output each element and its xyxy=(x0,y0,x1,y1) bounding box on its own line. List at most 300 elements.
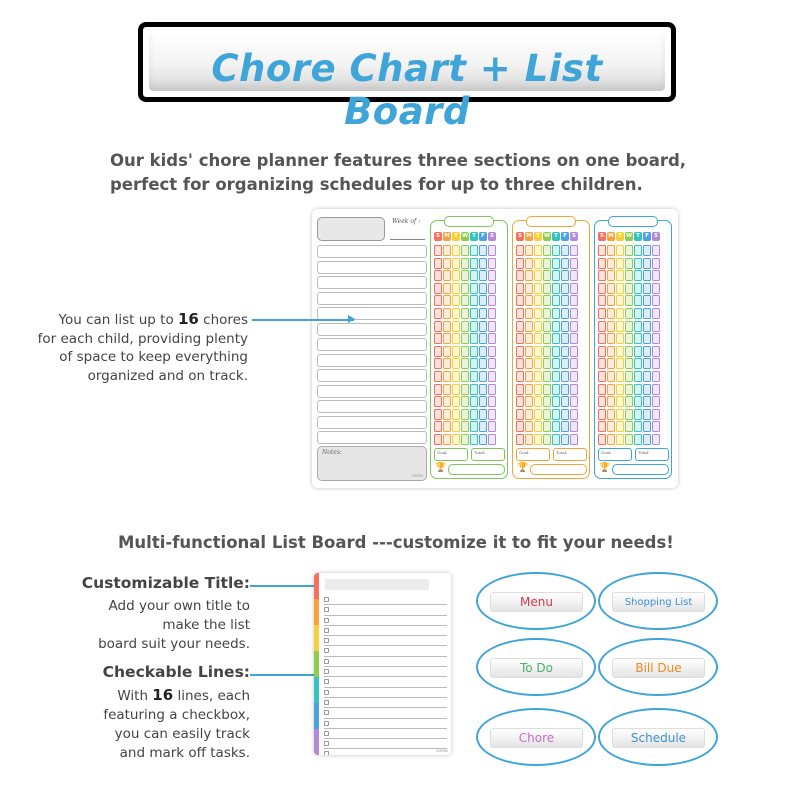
check-cell xyxy=(616,295,624,306)
check-cell xyxy=(570,346,578,357)
check-cell xyxy=(561,258,569,269)
check-cell xyxy=(570,270,578,281)
check-cell xyxy=(443,308,451,319)
check-cell xyxy=(516,421,524,432)
check-cell xyxy=(525,396,533,407)
trophy-icon: 🏆 xyxy=(599,463,611,473)
day-header: T xyxy=(634,232,642,241)
check-cell xyxy=(543,358,551,369)
check-cell xyxy=(643,358,651,369)
color-strip xyxy=(314,573,319,755)
check-cell xyxy=(452,258,460,269)
label-oval xyxy=(476,708,596,766)
check-cell xyxy=(552,346,560,357)
check-cell xyxy=(434,258,442,269)
label-oval xyxy=(598,638,718,696)
check-cell xyxy=(525,371,533,382)
check-cell xyxy=(598,283,606,294)
check-cell xyxy=(488,421,496,432)
label-oval xyxy=(598,572,718,630)
check-cell xyxy=(616,434,624,445)
check-cell xyxy=(625,333,633,344)
check-cell xyxy=(479,283,487,294)
check-cell xyxy=(552,396,560,407)
check-cell xyxy=(543,421,551,432)
list-line xyxy=(324,595,447,605)
strip-segment xyxy=(314,703,319,729)
check-cell xyxy=(534,396,542,407)
checkable-lines-heading: Checkable Lines: xyxy=(102,663,250,681)
checkbox xyxy=(324,628,329,633)
check-cell xyxy=(534,421,542,432)
check-cell xyxy=(570,333,578,344)
check-cell xyxy=(652,308,660,319)
check-cell xyxy=(643,396,651,407)
check-cell xyxy=(470,333,478,344)
check-cell xyxy=(434,396,442,407)
check-cell xyxy=(643,409,651,420)
checkbox xyxy=(324,710,329,715)
goal-area xyxy=(598,448,670,461)
check-cell xyxy=(461,308,469,319)
check-cell xyxy=(652,434,660,445)
check-cell xyxy=(525,384,533,395)
check-cell xyxy=(607,321,615,332)
check-cell xyxy=(552,333,560,344)
chore-row xyxy=(317,431,427,444)
grid-row xyxy=(598,384,660,395)
check-cell xyxy=(443,270,451,281)
check-cell xyxy=(452,333,460,344)
check-cell xyxy=(525,333,533,344)
check-cell xyxy=(552,245,560,256)
check-cell xyxy=(488,333,496,344)
grid-row xyxy=(516,333,578,344)
grid-row xyxy=(434,384,496,395)
check-cell xyxy=(488,308,496,319)
check-cell xyxy=(488,258,496,269)
check-cell xyxy=(616,270,624,281)
check-cell xyxy=(516,245,524,256)
list-line xyxy=(324,698,447,708)
check-cell xyxy=(570,421,578,432)
check-cell xyxy=(652,321,660,332)
check-cell xyxy=(607,333,615,344)
list-line xyxy=(324,626,447,636)
intro-line-1: Our kids' chore planner features three sections on one board, xyxy=(110,151,687,170)
check-cell xyxy=(634,321,642,332)
check-cell xyxy=(616,346,624,357)
check-cell xyxy=(479,421,487,432)
check-cell xyxy=(516,308,524,319)
check-cell xyxy=(488,384,496,395)
goal-area xyxy=(516,448,588,461)
check-cell xyxy=(616,371,624,382)
check-cell xyxy=(598,358,606,369)
check-cell xyxy=(625,409,633,420)
grid-row xyxy=(434,321,496,332)
list-line xyxy=(324,667,447,677)
child-column xyxy=(430,220,508,479)
check-cell xyxy=(479,434,487,445)
list-brand: ZHIBEI xyxy=(436,749,448,753)
day-header: T xyxy=(470,232,478,241)
strip-segment xyxy=(314,677,319,703)
check-cell xyxy=(598,245,606,256)
check-cell xyxy=(625,396,633,407)
checkbox xyxy=(324,669,329,674)
check-cell xyxy=(452,245,460,256)
label-sticker: Schedule xyxy=(612,728,705,748)
check-cell xyxy=(607,358,615,369)
checkbox xyxy=(324,721,329,726)
check-cell xyxy=(543,346,551,357)
grid-row xyxy=(434,396,496,407)
check-cell xyxy=(598,421,606,432)
check-cell xyxy=(552,270,560,281)
total-box: Total: xyxy=(471,448,505,461)
check-cell xyxy=(470,245,478,256)
check-cell xyxy=(516,434,524,445)
check-cell xyxy=(543,321,551,332)
check-cell xyxy=(434,384,442,395)
check-cell xyxy=(543,245,551,256)
customizable-line-3: board suit your needs. xyxy=(98,636,250,652)
check-cell xyxy=(652,396,660,407)
check-cell xyxy=(461,258,469,269)
check-cell xyxy=(652,245,660,256)
check-cell xyxy=(625,371,633,382)
grid-row xyxy=(434,308,496,319)
check-cell xyxy=(607,295,615,306)
check-cell xyxy=(652,346,660,357)
check-cell xyxy=(634,384,642,395)
check-cell xyxy=(470,258,478,269)
check-cell xyxy=(543,371,551,382)
check-cell xyxy=(570,396,578,407)
strip-segment xyxy=(314,599,319,625)
day-header: S xyxy=(488,232,496,241)
check-cell xyxy=(598,409,606,420)
check-cell xyxy=(534,346,542,357)
check-cell xyxy=(625,283,633,294)
check-cell xyxy=(625,421,633,432)
chore-row xyxy=(317,261,427,274)
check-cell xyxy=(625,346,633,357)
callout-pre: You can list up to xyxy=(58,312,178,328)
check-cell xyxy=(488,245,496,256)
check-cell xyxy=(598,270,606,281)
label-sticker: To Do xyxy=(490,658,583,678)
grid-row xyxy=(434,295,496,306)
check-cell xyxy=(516,396,524,407)
check-cell xyxy=(452,295,460,306)
list-line xyxy=(324,739,447,749)
check-cell xyxy=(452,384,460,395)
check-cell xyxy=(598,308,606,319)
check-cell xyxy=(643,270,651,281)
day-header: F xyxy=(561,232,569,241)
grid-row xyxy=(434,245,496,256)
chores-callout xyxy=(8,310,248,385)
check-cell xyxy=(479,270,487,281)
check-cell xyxy=(443,258,451,269)
checkable-post: lines, each xyxy=(173,688,250,704)
chart-brand: ZHIBEI xyxy=(411,474,423,478)
check-cell xyxy=(461,270,469,281)
check-cell xyxy=(552,295,560,306)
check-cell xyxy=(561,384,569,395)
check-cell xyxy=(516,321,524,332)
check-cell xyxy=(625,295,633,306)
grid-row xyxy=(434,371,496,382)
label-oval xyxy=(476,638,596,696)
check-cell xyxy=(470,308,478,319)
check-cell xyxy=(434,308,442,319)
check-cell xyxy=(516,283,524,294)
check-cell xyxy=(534,333,542,344)
check-cell xyxy=(434,371,442,382)
day-header: T xyxy=(534,232,542,241)
callout-number: 16 xyxy=(178,310,199,328)
chore-list xyxy=(317,245,427,447)
check-cell xyxy=(479,295,487,306)
check-cell xyxy=(643,346,651,357)
check-cell xyxy=(443,371,451,382)
check-cell xyxy=(443,346,451,357)
total-box: Total: xyxy=(553,448,587,461)
trophy-icon: 🏆 xyxy=(517,463,529,473)
check-cell xyxy=(652,270,660,281)
child-name-tab xyxy=(444,216,494,227)
check-cell xyxy=(552,409,560,420)
check-cell xyxy=(479,358,487,369)
check-cell xyxy=(452,371,460,382)
check-cell xyxy=(443,396,451,407)
check-cell xyxy=(570,321,578,332)
check-cell xyxy=(525,434,533,445)
check-cell xyxy=(607,346,615,357)
child-column xyxy=(512,220,590,479)
check-cell xyxy=(470,396,478,407)
day-header: S xyxy=(434,232,442,241)
intro-text xyxy=(110,149,750,197)
check-cell xyxy=(570,245,578,256)
check-cell xyxy=(488,371,496,382)
check-cell xyxy=(534,283,542,294)
label-oval xyxy=(598,708,718,766)
grid-row xyxy=(598,308,660,319)
check-cell xyxy=(616,258,624,269)
check-cell xyxy=(552,358,560,369)
check-cell xyxy=(634,258,642,269)
title-banner-plate xyxy=(149,33,665,133)
check-cell xyxy=(598,258,606,269)
check-cell xyxy=(616,321,624,332)
check-cell xyxy=(516,333,524,344)
check-cell xyxy=(488,283,496,294)
check-cell xyxy=(470,384,478,395)
day-header: M xyxy=(526,233,532,239)
week-of-line xyxy=(390,239,425,240)
day-headers xyxy=(516,232,578,241)
callout-line-2: for each child, providing plenty xyxy=(37,330,248,347)
strip-segment xyxy=(314,625,319,651)
day-header: S xyxy=(652,232,660,241)
grid-row xyxy=(516,258,578,269)
check-cell xyxy=(652,371,660,382)
check-cell xyxy=(598,333,606,344)
reward-box xyxy=(612,464,669,475)
checkable-lines-desc xyxy=(30,686,250,763)
checkbox xyxy=(324,648,329,653)
grid-row xyxy=(516,346,578,357)
check-cell xyxy=(479,258,487,269)
check-cell xyxy=(643,371,651,382)
customizable-title-desc xyxy=(30,597,250,654)
check-cell xyxy=(616,308,624,319)
check-cell xyxy=(443,409,451,420)
check-cell xyxy=(570,371,578,382)
check-cell xyxy=(461,245,469,256)
callout-line-3: of space to keep everything xyxy=(59,349,248,365)
check-cell xyxy=(534,270,542,281)
grid-row xyxy=(516,270,578,281)
checkable-line-2: featuring a checkbox, xyxy=(103,707,250,723)
chore-row xyxy=(317,338,427,351)
check-cell xyxy=(434,421,442,432)
check-cell xyxy=(534,308,542,319)
check-cell xyxy=(461,421,469,432)
grid-row xyxy=(598,434,660,445)
grid-row xyxy=(516,321,578,332)
check-cell xyxy=(570,434,578,445)
check-cell xyxy=(470,295,478,306)
check-cell xyxy=(643,295,651,306)
check-cell xyxy=(461,409,469,420)
check-cell xyxy=(570,308,578,319)
chore-row xyxy=(317,416,427,429)
check-cell xyxy=(616,245,624,256)
check-cell xyxy=(625,358,633,369)
check-cell xyxy=(607,308,615,319)
check-cell xyxy=(470,321,478,332)
customizable-line-1: Add your own title to xyxy=(108,598,250,614)
day-header: T xyxy=(552,232,560,241)
check-cell xyxy=(634,421,642,432)
label-sticker: Bill Due xyxy=(612,658,705,678)
check-cell xyxy=(534,245,542,256)
week-of-label: Week of : xyxy=(392,218,421,225)
check-cell xyxy=(434,434,442,445)
check-cell xyxy=(434,409,442,420)
check-cell xyxy=(561,409,569,420)
check-cell xyxy=(552,321,560,332)
check-cell xyxy=(607,434,615,445)
chore-row xyxy=(317,369,427,382)
check-cell xyxy=(534,384,542,395)
checkable-pre: With xyxy=(117,688,153,704)
list-line xyxy=(324,657,447,667)
check-cell xyxy=(634,371,642,382)
chores-arrow xyxy=(252,319,354,321)
title-banner xyxy=(138,22,676,133)
check-cell xyxy=(652,258,660,269)
check-cell xyxy=(598,321,606,332)
check-cell xyxy=(634,409,642,420)
goal-box: Goal: xyxy=(434,448,468,461)
check-cell xyxy=(570,258,578,269)
check-cell xyxy=(525,258,533,269)
grid-row xyxy=(434,358,496,369)
check-cell xyxy=(443,384,451,395)
day-header: M xyxy=(444,233,450,239)
checkable-line-3: you can easily track xyxy=(114,726,250,742)
list-line xyxy=(324,708,447,718)
check-cell xyxy=(525,409,533,420)
check-cell xyxy=(479,346,487,357)
day-header: W xyxy=(543,233,551,239)
check-cell xyxy=(607,409,615,420)
check-cell xyxy=(525,295,533,306)
check-cell xyxy=(525,321,533,332)
check-cell xyxy=(525,358,533,369)
checkbox xyxy=(324,607,329,612)
check-cell xyxy=(452,270,460,281)
check-cell xyxy=(470,421,478,432)
grid-row xyxy=(516,421,578,432)
check-cell xyxy=(643,321,651,332)
check-cell xyxy=(525,270,533,281)
check-cell xyxy=(516,258,524,269)
child-name-tab xyxy=(526,216,576,227)
check-cell xyxy=(461,384,469,395)
list-line xyxy=(324,688,447,698)
check-cell xyxy=(534,409,542,420)
chore-row xyxy=(317,245,427,258)
check-cell xyxy=(516,295,524,306)
check-cell xyxy=(516,384,524,395)
check-cell xyxy=(570,358,578,369)
check-cell xyxy=(607,283,615,294)
check-cell xyxy=(561,321,569,332)
chore-row xyxy=(317,292,427,305)
check-cell xyxy=(543,409,551,420)
check-cell xyxy=(625,434,633,445)
day-header: F xyxy=(479,232,487,241)
check-cell xyxy=(525,283,533,294)
day-header: S xyxy=(598,232,606,241)
check-cell xyxy=(434,333,442,344)
callout-post: chores xyxy=(198,312,248,328)
grid-row xyxy=(434,421,496,432)
check-cell xyxy=(634,333,642,344)
check-cell xyxy=(652,384,660,395)
check-cell xyxy=(479,409,487,420)
check-cell xyxy=(525,421,533,432)
check-cell xyxy=(643,283,651,294)
check-cell xyxy=(543,434,551,445)
check-cell xyxy=(534,358,542,369)
check-cell xyxy=(607,384,615,395)
check-cell xyxy=(479,321,487,332)
list-line xyxy=(324,677,447,687)
check-cell xyxy=(525,346,533,357)
grid-row xyxy=(598,258,660,269)
grid-row xyxy=(434,283,496,294)
grid-row xyxy=(516,283,578,294)
checkable-number: 16 xyxy=(152,686,174,704)
